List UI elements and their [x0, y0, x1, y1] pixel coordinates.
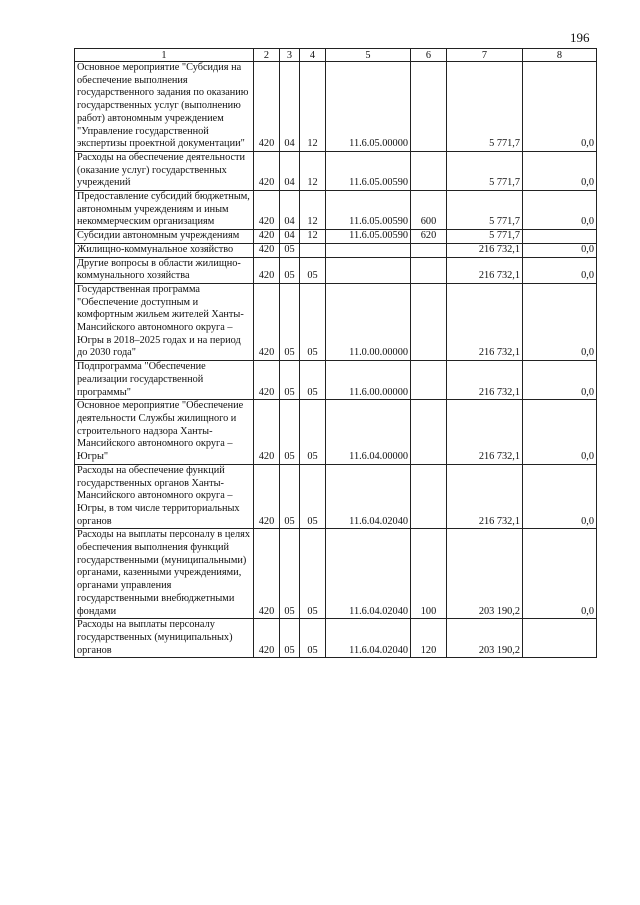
cell-col5 — [326, 257, 411, 283]
cell-col7: 216 732,1 — [447, 361, 523, 400]
cell-col3: 05 — [280, 283, 300, 360]
col-header-8: 8 — [523, 49, 597, 62]
cell-col6: 120 — [411, 619, 447, 658]
table-row — [75, 400, 597, 465]
row-name: Расходы на выплаты персоналу в целях обеспечения выполнения функций государственными (муниципальными) органами, казенными учреждениями, органами управления государственными внебюджетными фондами — [75, 529, 254, 619]
row-name: Субсидии автономным учреждениям — [75, 230, 254, 244]
col-header-5: 5 — [326, 49, 411, 62]
col-header-2: 2 — [254, 49, 280, 62]
cell-col5: 11.6.05.00590 — [326, 230, 411, 244]
cell-col6 — [411, 464, 447, 529]
cell-col2: 420 — [254, 361, 280, 400]
table-row — [75, 243, 597, 257]
cell-col2: 420 — [254, 151, 280, 190]
table-row — [75, 257, 597, 283]
row-name: Жилищно-коммунальное хозяйство — [75, 243, 254, 257]
col-header-3: 3 — [280, 49, 300, 62]
cell-col4: 12 — [300, 151, 326, 190]
cell-col8: 0,0 — [523, 464, 597, 529]
cell-col8 — [523, 230, 597, 244]
table-row — [75, 464, 597, 529]
budget-table — [74, 48, 597, 658]
cell-col2: 420 — [254, 243, 280, 257]
cell-col2: 420 — [254, 283, 280, 360]
row-name: Расходы на выплаты персоналу государственных (муниципальных) органов — [75, 619, 254, 658]
cell-col3: 05 — [280, 361, 300, 400]
cell-col6: 600 — [411, 191, 447, 230]
header-row — [75, 49, 597, 62]
cell-col2: 420 — [254, 191, 280, 230]
row-name: Предоставление субсидий бюджетным, автономным учреждениям и иным некоммерческим организациям — [75, 191, 254, 230]
cell-col5: 11.6.00.00000 — [326, 361, 411, 400]
cell-col4 — [300, 243, 326, 257]
table-row — [75, 619, 597, 658]
cell-col8: 0,0 — [523, 62, 597, 152]
cell-col4: 12 — [300, 230, 326, 244]
page-number: 196 — [570, 30, 590, 45]
cell-col8: 0,0 — [523, 400, 597, 465]
table-row — [75, 151, 597, 190]
cell-col5: 11.6.05.00000 — [326, 62, 411, 152]
cell-col3: 05 — [280, 464, 300, 529]
cell-col6 — [411, 62, 447, 152]
cell-col7: 216 732,1 — [447, 257, 523, 283]
cell-col4: 12 — [300, 191, 326, 230]
cell-col5: 11.0.00.00000 — [326, 283, 411, 360]
cell-col7: 5 771,7 — [447, 191, 523, 230]
cell-col8: 0,0 — [523, 151, 597, 190]
cell-col6 — [411, 243, 447, 257]
cell-col8: 0,0 — [523, 529, 597, 619]
cell-col7: 216 732,1 — [447, 464, 523, 529]
cell-col4: 05 — [300, 529, 326, 619]
cell-col5: 11.6.05.00590 — [326, 151, 411, 190]
cell-col4: 05 — [300, 400, 326, 465]
cell-col2: 420 — [254, 529, 280, 619]
cell-col4: 12 — [300, 62, 326, 152]
cell-col8: 0,0 — [523, 361, 597, 400]
cell-col5: 11.6.04.00000 — [326, 400, 411, 465]
cell-col7: 216 732,1 — [447, 243, 523, 257]
row-name: Другие вопросы в области жилищно-коммунального хозяйства — [75, 257, 254, 283]
cell-col6 — [411, 151, 447, 190]
cell-col4: 05 — [300, 257, 326, 283]
cell-col4: 05 — [300, 619, 326, 658]
cell-col6 — [411, 283, 447, 360]
cell-col3: 05 — [280, 400, 300, 465]
cell-col2: 420 — [254, 230, 280, 244]
table-row — [75, 283, 597, 360]
cell-col3: 05 — [280, 243, 300, 257]
row-name: Основное мероприятие "Обеспечение деятельности Службы жилищного и строительного надзора Ханты-Мансийского автономного округа – Югры" — [75, 400, 254, 465]
cell-col4: 05 — [300, 283, 326, 360]
row-name: Расходы на обеспечение функций государственных органов Ханты-Мансийского автономного округа – Югры, в том числе территориальных органов — [75, 464, 254, 529]
cell-col7: 216 732,1 — [447, 400, 523, 465]
row-name: Подпрограмма "Обеспечение реализации государственной программы" — [75, 361, 254, 400]
cell-col6 — [411, 361, 447, 400]
cell-col6 — [411, 257, 447, 283]
cell-col5: 11.6.04.02040 — [326, 619, 411, 658]
cell-col3: 05 — [280, 619, 300, 658]
col-header-6: 6 — [411, 49, 447, 62]
cell-col2: 420 — [254, 464, 280, 529]
table-row — [75, 529, 597, 619]
table-row — [75, 191, 597, 230]
table-row — [75, 62, 597, 152]
cell-col3: 04 — [280, 62, 300, 152]
row-name: Основное мероприятие "Субсидия на обеспечение выполнения государственного задания по оказанию государственных услуг (выполнению работ) автономным учреждением "Управление государственной экспертизы проектной документации" — [75, 62, 254, 152]
cell-col7: 203 190,2 — [447, 529, 523, 619]
cell-col7: 203 190,2 — [447, 619, 523, 658]
table-row — [75, 230, 597, 244]
cell-col3: 04 — [280, 230, 300, 244]
cell-col5: 11.6.04.02040 — [326, 464, 411, 529]
cell-col2: 420 — [254, 400, 280, 465]
cell-col7: 216 732,1 — [447, 283, 523, 360]
table-row — [75, 361, 597, 400]
col-header-4: 4 — [300, 49, 326, 62]
cell-col5: 11.6.05.00590 — [326, 191, 411, 230]
cell-col6: 100 — [411, 529, 447, 619]
cell-col7: 5 771,7 — [447, 230, 523, 244]
cell-col3: 05 — [280, 257, 300, 283]
cell-col8 — [523, 619, 597, 658]
cell-col7: 5 771,7 — [447, 151, 523, 190]
cell-col2: 420 — [254, 257, 280, 283]
cell-col8: 0,0 — [523, 243, 597, 257]
col-header-7: 7 — [447, 49, 523, 62]
cell-col5: 11.6.04.02040 — [326, 529, 411, 619]
cell-col6 — [411, 400, 447, 465]
cell-col8: 0,0 — [523, 191, 597, 230]
col-header-1: 1 — [75, 49, 254, 62]
cell-col3: 04 — [280, 151, 300, 190]
cell-col3: 04 — [280, 191, 300, 230]
cell-col2: 420 — [254, 619, 280, 658]
cell-col5 — [326, 243, 411, 257]
cell-col3: 05 — [280, 529, 300, 619]
cell-col4: 05 — [300, 464, 326, 529]
cell-col4: 05 — [300, 361, 326, 400]
row-name: Государственная программа "Обеспечение доступным и комфортным жильем жителей Ханты-Мансийского автономного округа – Югры в 2018–2025 годах и на период до 2030 года" — [75, 283, 254, 360]
cell-col7: 5 771,7 — [447, 62, 523, 152]
cell-col6: 620 — [411, 230, 447, 244]
cell-col2: 420 — [254, 62, 280, 152]
row-name: Расходы на обеспечение деятельности (оказание услуг) государственных учреждений — [75, 151, 254, 190]
cell-col8: 0,0 — [523, 257, 597, 283]
cell-col8: 0,0 — [523, 283, 597, 360]
